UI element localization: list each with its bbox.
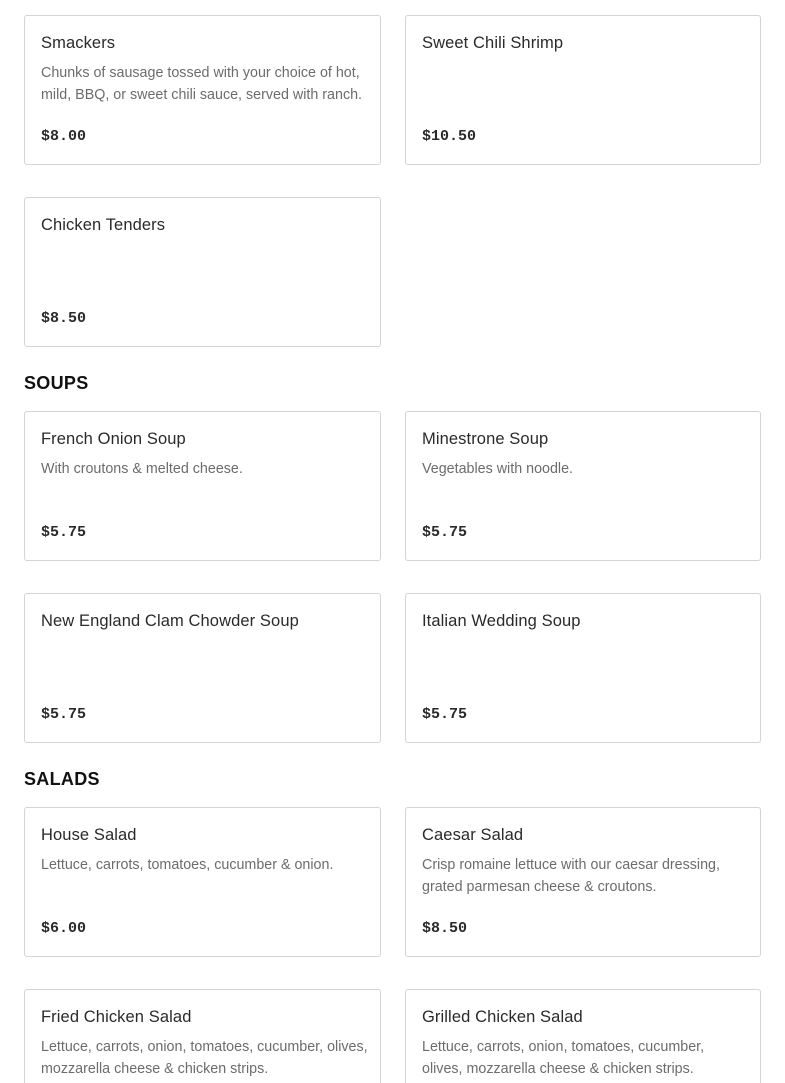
item-price: $8.50 [41, 310, 87, 327]
item-price: $5.75 [41, 524, 87, 541]
section-title-soups: SOUPS [24, 373, 89, 393]
item-name: Minestrone Soup [422, 430, 549, 448]
item-description: Lettuce, carrots, tomatoes, cucumber & onion. [41, 857, 334, 873]
item-name: Smackers [41, 34, 116, 52]
item-name: House Salad [41, 826, 137, 844]
menu-item-card[interactable] [24, 807, 381, 957]
menu-item-card[interactable] [24, 593, 381, 743]
item-price: $5.75 [422, 524, 468, 541]
item-name: French Onion Soup [41, 430, 186, 448]
menu-item-card[interactable] [24, 989, 381, 1083]
menu-item-card[interactable] [405, 989, 761, 1083]
menu-item-card[interactable] [405, 807, 761, 957]
item-price: $10.50 [422, 128, 477, 145]
menu-item-card[interactable] [24, 197, 381, 347]
item-description: Crisp romaine lettuce with our caesar dressing, grated parmesan cheese & croutons. [422, 857, 720, 895]
item-price: $8.00 [41, 128, 87, 145]
item-name: Italian Wedding Soup [422, 612, 581, 630]
item-description: Chunks of sausage tossed with your choice of hot, mild, BBQ, or sweet chili sauce, served with ranch. [41, 65, 363, 103]
item-description: With croutons & melted cheese. [41, 461, 243, 477]
item-name: Chicken Tenders [41, 216, 166, 234]
item-price: $5.75 [41, 706, 87, 723]
menu-item-card[interactable] [405, 15, 761, 165]
item-price: $6.00 [41, 920, 87, 937]
item-description: Vegetables with noodle. [422, 461, 574, 477]
menu-item-card[interactable] [24, 411, 381, 561]
item-name: Fried Chicken Salad [41, 1008, 192, 1026]
menu-item-card[interactable] [405, 593, 761, 743]
item-name: Sweet Chili Shrimp [422, 34, 564, 52]
section-title-salads: SALADS [24, 769, 100, 789]
item-price: $5.75 [422, 706, 468, 723]
item-name: Grilled Chicken Salad [422, 1008, 583, 1026]
item-description: Lettuce, carrots, onion, tomatoes, cucumber, olives, mozzarella cheese & chicken strips. [41, 1039, 368, 1077]
item-name: New England Clam Chowder Soup [41, 612, 299, 630]
item-name: Caesar Salad [422, 826, 524, 844]
menu-item-card[interactable] [405, 411, 761, 561]
item-description: Lettuce, carrots, onion, tomatoes, cucumber, olives, mozzarella cheese & chicken strips. [422, 1039, 705, 1077]
menu-item-card[interactable] [24, 15, 381, 165]
item-price: $8.50 [422, 920, 468, 937]
